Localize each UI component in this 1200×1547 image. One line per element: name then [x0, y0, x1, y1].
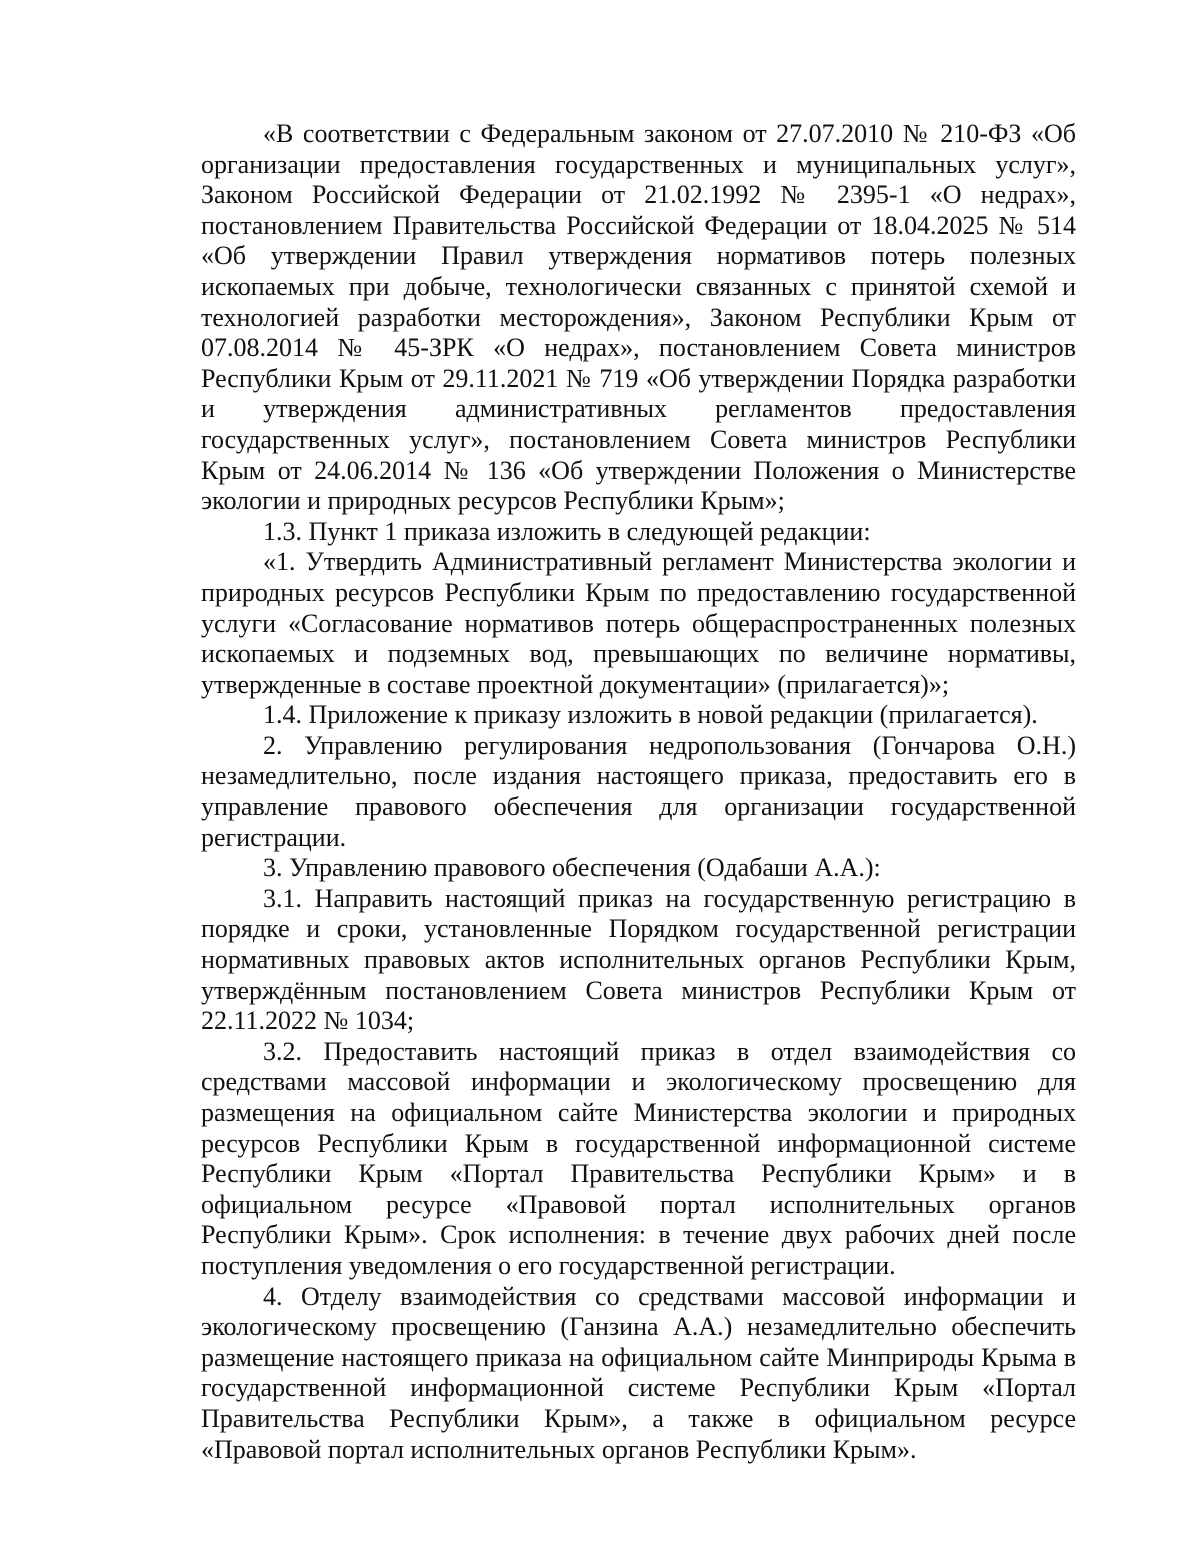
- paragraph-item-1-4: 1.4. Приложение к приказу изложить в новой редакции (прилагается).: [263, 700, 1038, 730]
- paragraph-legal-basis: «В соответствии с Федеральным законом от 27.07.2010 № 210-ФЗ «Об организации предоставления государственных и муниципальных услуг», Законом Российской Федерации от 21.02.1992 № 2395-1 «О недрах», постановлением Правительства Российской Федерации от 18.04.2025 № 514 «Об утверждении Правил утверждения нормативов потерь полезных ископаемых при добыче, технологически связанных с принятой схемой и технологией разработки месторождения», Законом Республики Крым от 07.08.2014 № 45-ЗРК «О недрах», постановлением Совета министров Республики Крым от 29.11.2021 № 719 «Об утверждении Порядка разработки и утверждения административных регламентов предоставления государственных услуг», постановлением Совета министров Республики Крым от 24.06.2014 № 136 «Об утверждении Положения о Министерстве экологии и природных ресурсов Республики Крым»;: [201, 119, 1076, 516]
- paragraph-item-3: 3. Управлению правового обеспечения (Одабаши А.А.):: [263, 853, 881, 883]
- paragraph-item-4: 4. Отделу взаимодействия со средствами массовой информации и экологическому просвещению (Ганзина А.А.) незамедлительно обеспечить размещение настоящего приказа на официальном сайте Минприроды Крыма в государственной информационной системе Республики Крым «Портал Правительства Республики Крым», а также в официальном ресурсе «Правовой портал исполнительных органов Республики Крым».: [201, 1281, 1076, 1464]
- paragraph-item-1-3-text: «1. Утвердить Административный регламент Министерства экологии и природных ресурсов Республики Крым по предоставлению государственной услуги «Согласование нормативов потерь общераспространенных полезных ископаемых и подземных вод, превышающих по величине нормативы, утвержденные в составе проектной документации» (прилагается)»;: [201, 547, 1076, 699]
- document-body: [201, 119, 1076, 1465]
- paragraph-item-3-2: 3.2. Предоставить настоящий приказ в отдел взаимодействия со средствами массовой информации и экологическому просвещению для размещения на официальном сайте Министерства экологии и природных ресурсов Республики Крым в государственной информационной системе Республики Крым «Портал Правительства Республики Крым» и в официальном ресурсе «Правовой портал исполнительных органов Республики Крым». Срок исполнения: в течение двух рабочих дней после поступления уведомления о его государственной регистрации.: [201, 1036, 1076, 1280]
- paragraph-item-3-1: 3.1. Направить настоящий приказ на государственную регистрацию в порядке и сроки, установленные Порядком государственной регистрации нормативных правовых актов исполнительных органов Республики Крым, утверждённым постановлением Совета министров Республики Крым от 22.11.2022 № 1034;: [201, 883, 1076, 1036]
- paragraph-item-1-3: 1.3. Пункт 1 приказа изложить в следующей редакции:: [263, 516, 871, 546]
- paragraph-item-2: 2. Управлению регулирования недропользования (Гончарова О.Н.) незамедлительно, после издания настоящего приказа, предоставить его в управление правового обеспечения для организации государственной регистрации.: [201, 730, 1076, 852]
